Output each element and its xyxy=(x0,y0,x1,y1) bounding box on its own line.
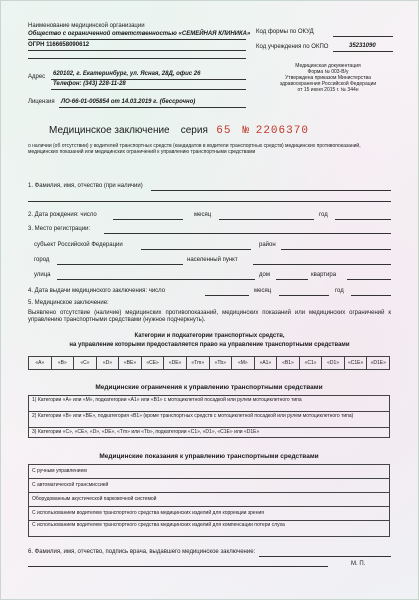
doc-info xyxy=(263,63,393,93)
org-license: ЛО-66-01-005854 от 14.03.2019 г. (бессрочно) xyxy=(61,99,196,105)
indication-cell[interactable]: С использованием водителем транспортного средства медицинских изделий для коррекции зрения xyxy=(29,507,390,521)
birth-year-label: год xyxy=(319,212,328,218)
org-address: 620102, г. Екатеринбург, ул. Ясная, 28Д, офис 26 xyxy=(53,71,201,77)
number-sign: № xyxy=(242,125,251,137)
address-label: Адрес xyxy=(28,74,46,80)
indication-cell[interactable]: С использованием водителем транспортного средства медицинских изделий для компенсации потери слуха xyxy=(29,521,390,537)
restriction-cell[interactable]: 2) Категории «В» или «ВЕ», подкатегория «В1» (кроме транспортных средств с мотоциклетной посадкой или рулем мотоциклетного типа) xyxy=(29,412,390,428)
field-conclusion-label: 5. Медицинское заключение: xyxy=(28,300,109,306)
apartment-label: квартира xyxy=(311,272,337,278)
category-cell[interactable]: «D» xyxy=(97,357,120,369)
org-name: Общество с ограниченной ответственностью «СЕМЕЙНАЯ КЛИНИКА» xyxy=(28,31,251,37)
category-cell[interactable]: «ВЕ» xyxy=(119,357,142,369)
street-label: улица xyxy=(34,272,51,278)
categories-heading-2: на управление которыми предоставляется право на управление транспортными средствами xyxy=(69,342,350,348)
org-label: Наименование медицинской организации xyxy=(28,23,145,29)
license-label: Лицензия xyxy=(28,99,55,105)
table-row xyxy=(29,493,390,507)
number-value: 2206370 xyxy=(255,125,309,137)
okud-label: Код формы по ОКУД xyxy=(256,29,314,35)
city-label: город xyxy=(34,257,50,263)
issue-month-label: месяц xyxy=(254,288,272,294)
category-cell[interactable]: «Tm» xyxy=(187,357,210,369)
okpo-label: Код учреждения по ОКПО xyxy=(256,44,329,50)
indication-cell[interactable]: С ручным управлением xyxy=(29,465,390,479)
category-cell[interactable]: «В1» xyxy=(277,357,300,369)
conclusion-text: Выявлено отсутствие (наличие) медицинских противопоказаний, медицинских показаний или медицинских ограничений к управлению транспортными средствами (нужное подчеркнуть). xyxy=(28,310,391,323)
field-registration-label: 3. Место регистрации: xyxy=(28,226,91,232)
restrictions-heading: Медицинские ограничения к управлению транспортными средствами xyxy=(95,384,323,391)
categories-heading-1: Категории и подкатегории транспортных средств, xyxy=(134,333,285,339)
birth-month-label: месяц xyxy=(194,212,212,218)
table-row xyxy=(29,507,390,521)
restriction-cell[interactable]: 3) Категории «С», «СЕ», «D», «DE», «Tm» или «Tb», подкатегории «С1», «D1», «С1Е» или «D1E» xyxy=(29,428,390,438)
indications-heading: Медицинские показания к управлению транспортными средствами xyxy=(99,453,319,460)
series-label: серия xyxy=(180,125,208,136)
table-row xyxy=(29,465,390,479)
indication-cell[interactable]: Оборудованным акустической парковочной системой xyxy=(29,493,390,507)
field-fullname-label: 1. Фамилия, имя, отчество (при наличии) xyxy=(28,183,143,189)
restrictions-table xyxy=(28,395,390,438)
table-row xyxy=(29,396,390,412)
category-cell[interactable]: «СЕ» xyxy=(142,357,165,369)
doc-line: здравоохранения Российской Федерации xyxy=(279,81,377,87)
category-cell[interactable]: «С1Е» xyxy=(345,357,368,369)
category-cell[interactable]: «DE» xyxy=(164,357,187,369)
categories-row xyxy=(28,356,390,370)
category-cell[interactable]: «В» xyxy=(52,357,75,369)
org-ogrn: ОГРН 1166658090612 xyxy=(28,42,90,48)
category-cell[interactable]: «С» xyxy=(74,357,97,369)
okpo-value: 35231090 xyxy=(349,43,376,49)
doc-line: Утверждена приказом Министерства xyxy=(285,75,371,81)
org-phone: Телефон: (343) 228-11-28 xyxy=(53,81,126,87)
district-label: район xyxy=(259,242,276,248)
title-text: Медицинское заключение xyxy=(49,125,170,136)
table-row xyxy=(29,412,390,428)
doc-line: Медицинская документация xyxy=(295,63,361,69)
doc-line: Форма № 003-В/у xyxy=(307,69,349,75)
table-row xyxy=(29,521,390,537)
subject-label: субъект Российской Федерации xyxy=(34,242,123,248)
category-cell[interactable]: «М» xyxy=(232,357,255,369)
house-label: дом xyxy=(259,272,270,278)
doc-line: от 15 июня 2015 г. № 344н xyxy=(297,87,359,93)
table-row xyxy=(29,479,390,493)
category-cell[interactable]: «А» xyxy=(29,357,52,369)
indication-cell[interactable]: С автоматической трансмиссией xyxy=(29,479,390,493)
category-cell[interactable]: «D1» xyxy=(322,357,345,369)
field-birthdate-label: 2. Дата рождения: число xyxy=(28,212,97,218)
table-row xyxy=(29,428,390,438)
doc-title xyxy=(49,125,309,137)
category-cell[interactable]: «D1E» xyxy=(370,360,386,366)
indications-table xyxy=(28,464,390,537)
settlement-label: населенный пункт xyxy=(187,257,238,263)
category-cell[interactable]: «С1» xyxy=(300,357,323,369)
restriction-cell[interactable]: 1) Категории «А» или «М», подкатегории «А1» или «В1» с мотоциклетной посадкой или рулем мотоциклетного типа xyxy=(29,396,390,412)
stamp-label: М. П. xyxy=(351,561,366,567)
category-cell[interactable]: «Tb» xyxy=(210,357,233,369)
series-value: 65 xyxy=(216,125,232,137)
field-issue-date-label: 4. Дата выдачи медицинского заключения: число xyxy=(28,288,166,294)
signature-label: 6. Фамилия, имя, отчество, подпись врача, выдавшего медицинское заключение: xyxy=(28,549,256,555)
category-cell[interactable]: «А1» xyxy=(255,357,278,369)
issue-year-label: год xyxy=(335,288,344,294)
intro-text: о наличии (об отсутствии) у водителей транспортных средств (кандидатов в водители транспортных средств) медицинских противопоказаний, медицинских показаний или медицинских ограничений к управлению транспортными средствами xyxy=(28,143,361,155)
